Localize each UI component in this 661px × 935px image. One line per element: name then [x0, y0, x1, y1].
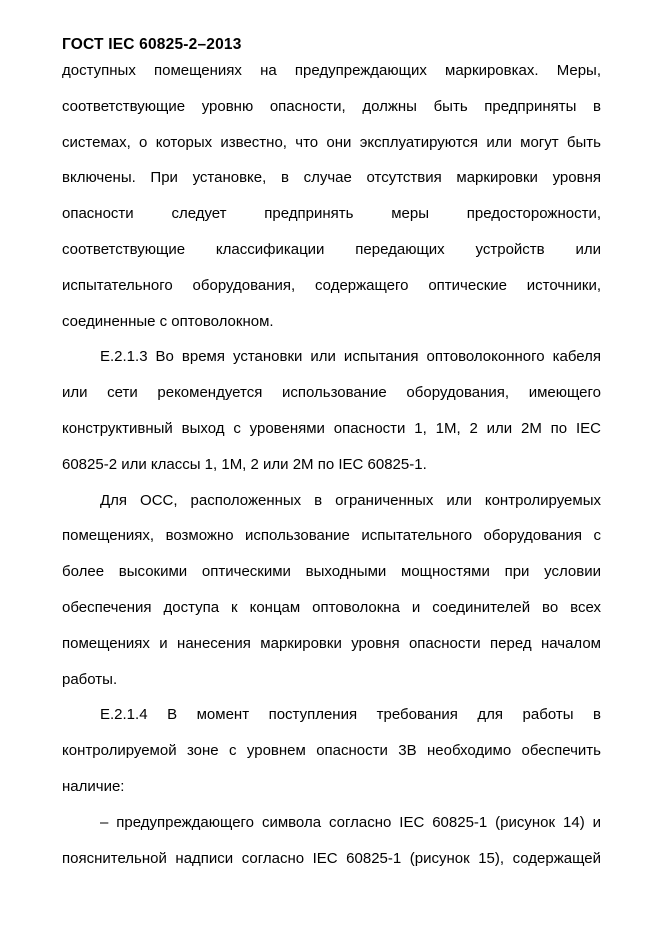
- paragraph: [62, 697, 601, 804]
- text-line: более высокими оптическими выходными мощностями при условии: [62, 563, 601, 581]
- text-line: Е.2.1.3 Во время установки или испытания оптоволоконного кабеля: [100, 348, 601, 366]
- paragraph: [62, 483, 601, 698]
- text-line: пояснительной надписи согласно IEC 60825-1 (рисунок 15), содержащей: [62, 849, 601, 867]
- standard-designation: ГОСТ IEC 60825-2–2013: [62, 36, 242, 53]
- text-line: соответствующие классификации передающих устройств или: [62, 240, 601, 258]
- text-line: опасности следует предпринять меры предосторожности,: [62, 205, 601, 223]
- text-line: помещениях, возможно использование испытательного оборудования с: [62, 527, 601, 545]
- text-line: контролируемой зоне с уровнем опасности 3В необходимо обеспечить: [62, 742, 601, 760]
- paragraph-list-item: [62, 805, 601, 877]
- text-line: Е.2.1.4 В момент поступления требования для работы в: [100, 706, 601, 724]
- text-line: обеспечения доступа к концам оптоволокна и соединителей во всех: [62, 598, 601, 616]
- document-body: [62, 53, 601, 876]
- text-line: наличие:: [62, 777, 125, 795]
- text-line: соединенные с оптоволокном.: [62, 312, 274, 330]
- text-line: доступных помещениях на предупреждающих маркировках. Меры,: [62, 62, 601, 79]
- text-line: – предупреждающего символа согласно IEC 60825-1 (рисунок 14) и: [100, 813, 601, 831]
- text-line: соответствующие уровню опасности, должны быть предприняты в: [62, 97, 601, 115]
- text-line: конструктивный выход с уровенями опасности 1, 1М, 2 или 2М по IEC: [62, 419, 601, 437]
- paragraph: [62, 339, 601, 482]
- text-line: включены. При установке, в случае отсутствия маркировки уровня: [62, 169, 601, 187]
- text-line: или сети рекомендуется использование оборудования, имеющего: [62, 384, 601, 402]
- text-line: 60825-2 или классы 1, 1М, 2 или 2М по IEC 60825-1.: [62, 455, 427, 473]
- text-line: работы.: [62, 670, 118, 688]
- text-line: Для ОСС, расположенных в ограниченных или контролируемых: [100, 491, 601, 509]
- paragraph: [62, 53, 601, 339]
- text-line: помещениях и нанесения маркировки уровня опасности перед началом: [62, 634, 601, 652]
- text-line: испытательного оборудования, содержащего оптические источники,: [62, 276, 601, 294]
- text-line: системах, о которых известно, что они эксплуатируются или могут быть: [62, 133, 601, 151]
